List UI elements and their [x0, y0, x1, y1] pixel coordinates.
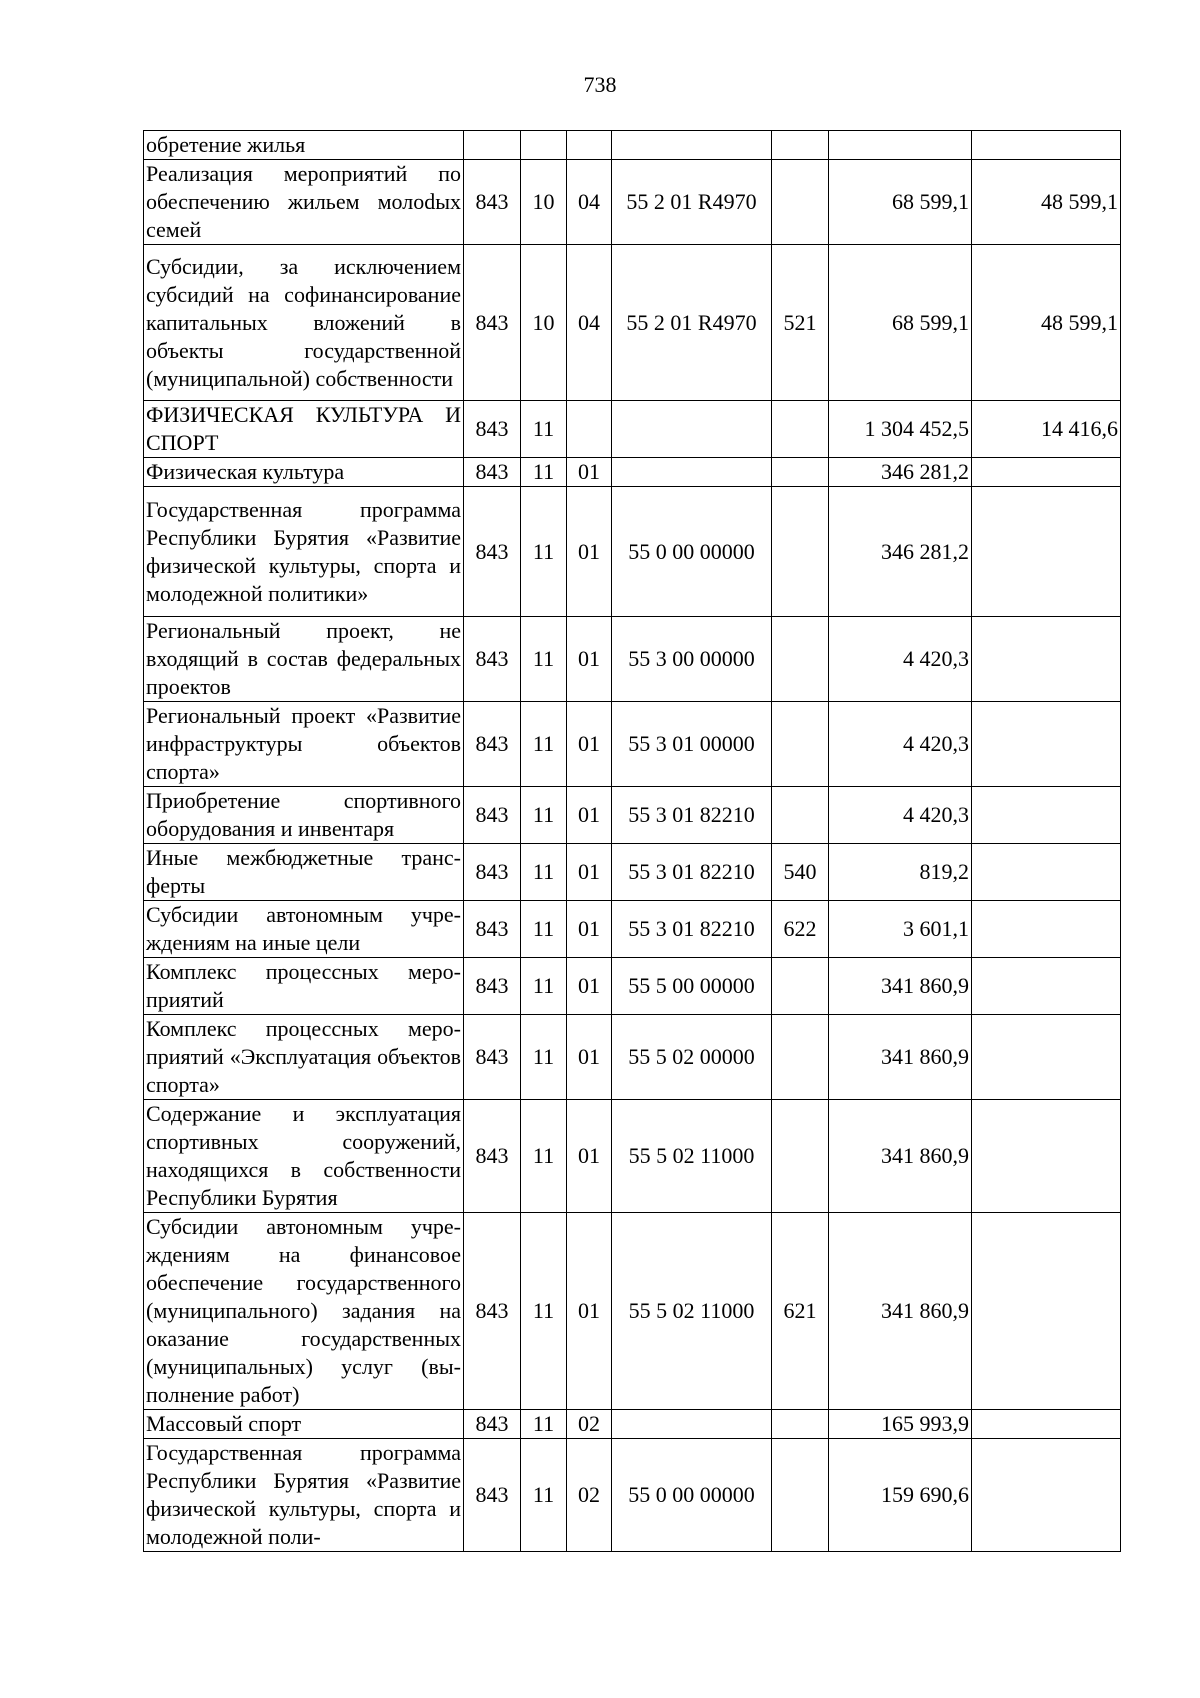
subsection-code-cell: 01	[567, 617, 612, 702]
target-article-cell	[612, 458, 772, 487]
section-code-cell: 11	[521, 401, 567, 458]
amount-year-2-cell	[972, 617, 1121, 702]
target-article-cell: 55 2 01 R4970	[612, 245, 772, 401]
amount-year-2-cell	[972, 702, 1121, 787]
subsection-code-cell: 01	[567, 1213, 612, 1410]
amount-year-1-cell: 819,2	[829, 844, 972, 901]
amount-year-2-cell	[972, 131, 1121, 160]
target-article-cell	[612, 401, 772, 458]
target-article-cell: 55 5 00 00000	[612, 958, 772, 1015]
item-name-cell: Иные межбюджетные трансферты	[144, 844, 464, 901]
section-code-cell: 11	[521, 787, 567, 844]
amount-year-1-cell: 346 281,2	[829, 458, 972, 487]
ministry-code-cell: 843	[464, 487, 521, 617]
amount-year-2-cell: 48 599,1	[972, 245, 1121, 401]
subsection-code-cell: 01	[567, 702, 612, 787]
expense-type-cell	[772, 487, 829, 617]
subsection-code-cell: 01	[567, 1100, 612, 1213]
target-article-cell: 55 5 02 11000	[612, 1213, 772, 1410]
amount-year-2-cell	[972, 1100, 1121, 1213]
section-code-cell: 11	[521, 1213, 567, 1410]
amount-year-1-cell: 4 420,3	[829, 702, 972, 787]
item-name-cell: Государственная программа Республики Бурятия «Развитие физической культуры, спорта и молодежной политики»	[144, 487, 464, 617]
item-name-cell: Субсидии автономным учреждениям на иные цели	[144, 901, 464, 958]
expense-type-cell	[772, 1100, 829, 1213]
item-name-cell: Комплекс процессных мероприятий «Эксплуатация объектов спорта»	[144, 1015, 464, 1100]
section-code-cell: 11	[521, 1410, 567, 1439]
expense-type-cell: 540	[772, 844, 829, 901]
subsection-code-cell: 04	[567, 245, 612, 401]
section-code-cell: 11	[521, 1439, 567, 1552]
expense-type-cell	[772, 160, 829, 245]
expense-type-cell	[772, 1439, 829, 1552]
subsection-code-cell	[567, 401, 612, 458]
section-code-cell: 11	[521, 958, 567, 1015]
item-name-cell: Содержание и эксплуатация спортивных сооружений, находящихся в собственности Республики Бурятия	[144, 1100, 464, 1213]
ministry-code-cell: 843	[464, 1213, 521, 1410]
amount-year-1-cell: 346 281,2	[829, 487, 972, 617]
target-article-cell: 55 3 01 82210	[612, 844, 772, 901]
amount-year-1-cell: 165 993,9	[829, 1410, 972, 1439]
item-name-cell: Реализация мероприятий по обеспечению жильем молоdых семей	[144, 160, 464, 245]
item-name-cell: Массовый спорт	[144, 1410, 464, 1439]
amount-year-1-cell: 3 601,1	[829, 901, 972, 958]
amount-year-1-cell: 341 860,9	[829, 958, 972, 1015]
subsection-code-cell: 02	[567, 1410, 612, 1439]
subsection-code-cell: 01	[567, 1015, 612, 1100]
table-row	[144, 1213, 1121, 1410]
target-article-cell: 55 0 00 00000	[612, 1439, 772, 1552]
subsection-code-cell: 02	[567, 1439, 612, 1552]
subsection-code-cell: 01	[567, 958, 612, 1015]
target-article-cell: 55 3 01 82210	[612, 787, 772, 844]
expense-type-cell: 521	[772, 245, 829, 401]
table-row	[144, 487, 1121, 617]
ministry-code-cell: 843	[464, 1015, 521, 1100]
target-article-cell: 55 3 01 82210	[612, 901, 772, 958]
target-article-cell	[612, 131, 772, 160]
ministry-code-cell: 843	[464, 401, 521, 458]
ministry-code-cell: 843	[464, 458, 521, 487]
table-row	[144, 401, 1121, 458]
item-name-cell: Приобретение спортивного оборудования и инвентаря	[144, 787, 464, 844]
target-article-cell: 55 2 01 R4970	[612, 160, 772, 245]
item-name-cell: Региональный проект «Развитие инфраструктуры объектов спорта»	[144, 702, 464, 787]
table-row	[144, 1410, 1121, 1439]
item-name-cell: Субсидии, за исключением субсидий на софинансирование капитальных вложений в объекты государственной (муниципальной) собственности	[144, 245, 464, 401]
item-name-cell: Комплекс процессных мероприятий	[144, 958, 464, 1015]
expense-type-cell	[772, 1015, 829, 1100]
expense-type-cell	[772, 617, 829, 702]
table-row	[144, 245, 1121, 401]
amount-year-2-cell: 14 416,6	[972, 401, 1121, 458]
ministry-code-cell: 843	[464, 844, 521, 901]
ministry-code-cell: 843	[464, 901, 521, 958]
amount-year-1-cell: 341 860,9	[829, 1100, 972, 1213]
section-code-cell: 10	[521, 160, 567, 245]
amount-year-2-cell	[972, 901, 1121, 958]
ministry-code-cell: 843	[464, 1439, 521, 1552]
table-row	[144, 702, 1121, 787]
section-code-cell: 11	[521, 844, 567, 901]
target-article-cell: 55 5 02 00000	[612, 1015, 772, 1100]
ministry-code-cell: 843	[464, 617, 521, 702]
amount-year-2-cell	[972, 487, 1121, 617]
subsection-code-cell: 04	[567, 160, 612, 245]
target-article-cell: 55 3 00 00000	[612, 617, 772, 702]
amount-year-1-cell: 1 304 452,5	[829, 401, 972, 458]
table-body	[144, 131, 1121, 1552]
table-row	[144, 131, 1121, 160]
subsection-code-cell: 01	[567, 458, 612, 487]
amount-year-1-cell	[829, 131, 972, 160]
section-code-cell: 11	[521, 458, 567, 487]
ministry-code-cell: 843	[464, 160, 521, 245]
ministry-code-cell: 843	[464, 787, 521, 844]
section-code-cell: 11	[521, 617, 567, 702]
amount-year-1-cell: 68 599,1	[829, 160, 972, 245]
item-name-cell: ФИЗИЧЕСКАЯ КУЛЬТУРА И СПОРТ	[144, 401, 464, 458]
table-row	[144, 1015, 1121, 1100]
item-name-cell: обретение жилья	[144, 131, 464, 160]
expense-type-cell	[772, 458, 829, 487]
expense-type-cell	[772, 1410, 829, 1439]
table-row	[144, 1439, 1121, 1552]
amount-year-1-cell: 68 599,1	[829, 245, 972, 401]
amount-year-1-cell: 4 420,3	[829, 787, 972, 844]
section-code-cell: 11	[521, 1100, 567, 1213]
expense-type-cell	[772, 702, 829, 787]
table-row	[144, 958, 1121, 1015]
target-article-cell: 55 3 01 00000	[612, 702, 772, 787]
table-row	[144, 458, 1121, 487]
target-article-cell	[612, 1410, 772, 1439]
subsection-code-cell	[567, 131, 612, 160]
subsection-code-cell: 01	[567, 787, 612, 844]
section-code-cell: 11	[521, 1015, 567, 1100]
table-row	[144, 1100, 1121, 1213]
ministry-code-cell	[464, 131, 521, 160]
amount-year-2-cell	[972, 787, 1121, 844]
amount-year-2-cell	[972, 958, 1121, 1015]
target-article-cell: 55 5 02 11000	[612, 1100, 772, 1213]
expense-type-cell	[772, 131, 829, 160]
amount-year-2-cell	[972, 1439, 1121, 1552]
amount-year-2-cell	[972, 844, 1121, 901]
ministry-code-cell: 843	[464, 1100, 521, 1213]
subsection-code-cell: 01	[567, 901, 612, 958]
section-code-cell: 11	[521, 901, 567, 958]
target-article-cell: 55 0 00 00000	[612, 487, 772, 617]
amount-year-2-cell	[972, 1015, 1121, 1100]
ministry-code-cell: 843	[464, 958, 521, 1015]
table-row	[144, 617, 1121, 702]
section-code-cell: 10	[521, 245, 567, 401]
item-name-cell: Физическая культура	[144, 458, 464, 487]
amount-year-2-cell	[972, 1410, 1121, 1439]
amount-year-1-cell: 341 860,9	[829, 1015, 972, 1100]
section-code-cell: 11	[521, 702, 567, 787]
amount-year-2-cell: 48 599,1	[972, 160, 1121, 245]
amount-year-1-cell: 4 420,3	[829, 617, 972, 702]
ministry-code-cell: 843	[464, 245, 521, 401]
expense-type-cell: 622	[772, 901, 829, 958]
expense-type-cell	[772, 401, 829, 458]
item-name-cell: Государственная программа Республики Бурятия «Развитие физической культуры, спорта и молодежной поли-	[144, 1439, 464, 1552]
item-name-cell: Субсидии автономным учреждениям на финансовое обеспечение государственного (муниципального) задания на оказание государственных (муниципальных) услуг (выполнение работ)	[144, 1213, 464, 1410]
amount-year-2-cell	[972, 1213, 1121, 1410]
section-code-cell	[521, 131, 567, 160]
expense-type-cell: 621	[772, 1213, 829, 1410]
page-number: 738	[583, 72, 617, 97]
item-name-cell: Региональный проект, не входящий в состав федеральных проектов	[144, 617, 464, 702]
subsection-code-cell: 01	[567, 844, 612, 901]
amount-year-1-cell: 341 860,9	[829, 1213, 972, 1410]
amount-year-1-cell: 159 690,6	[829, 1439, 972, 1552]
expense-type-cell	[772, 787, 829, 844]
subsection-code-cell: 01	[567, 487, 612, 617]
table-row	[144, 901, 1121, 958]
amount-year-2-cell	[972, 458, 1121, 487]
expense-type-cell	[772, 958, 829, 1015]
table-row	[144, 844, 1121, 901]
budget-table	[143, 130, 1121, 1552]
section-code-cell: 11	[521, 487, 567, 617]
ministry-code-cell: 843	[464, 702, 521, 787]
table-row	[144, 787, 1121, 844]
ministry-code-cell: 843	[464, 1410, 521, 1439]
table-row	[144, 160, 1121, 245]
